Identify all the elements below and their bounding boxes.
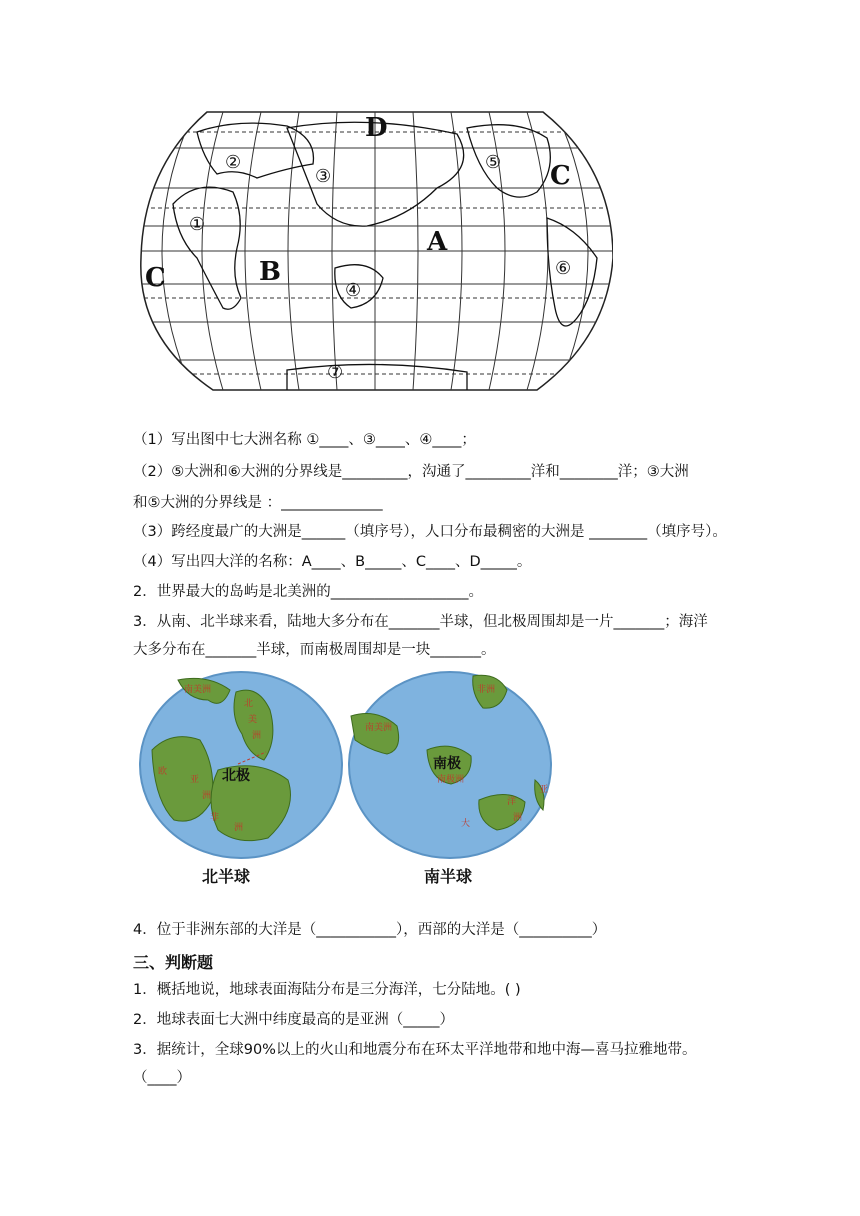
nh-label-africa-2: 洲: [234, 823, 244, 833]
question-2: 2．世界最大的岛屿是北美洲的___________________。: [133, 584, 483, 600]
nh-label-north-2: 美: [248, 715, 258, 725]
map-number-5: ⑤: [485, 152, 502, 173]
question-1-part-4: （4）写出四大洋的名称：A____、B_____、C____、D_____。: [133, 554, 532, 570]
map-number-7: ⑦: [327, 362, 344, 383]
question-1-part-2-line-2: 和⑤大洲的分界线是 ：______________: [133, 495, 383, 511]
sh-label-south-america: 南美洲: [365, 723, 393, 733]
judge-item-2: 2．地球表面七大洲中纬度最高的是亚洲（_____）: [133, 1012, 454, 1028]
nh-label-africa-1: 非: [210, 813, 220, 823]
southern-hemisphere-map: [347, 670, 553, 860]
judge-item-3: 3．据统计，全球90%以上的火山和地震分布在环太平洋地带和地中海—喜马拉雅地带。: [133, 1042, 697, 1058]
map-number-1: ①: [189, 214, 206, 235]
map-number-2: ②: [225, 152, 242, 173]
question-1-part-2-line-1: （2）⑤大洲和⑥大洲的分界线是_________，沟通了_________洋和________洋；③大洲: [133, 464, 689, 480]
map-letter-d: D: [365, 113, 388, 143]
map-letter-b: B: [259, 257, 281, 287]
map-letter-c-left: C: [145, 263, 166, 293]
map-number-4: ④: [345, 280, 362, 301]
section-3-title: 三、判断题: [133, 953, 214, 972]
judge-item-3-answer: （____）: [133, 1070, 191, 1086]
northern-hemisphere-caption: 北半球: [202, 867, 251, 886]
sh-label-oceania-2: 洋: [507, 797, 517, 807]
nh-label-north-1: 北: [244, 699, 254, 709]
nh-label-north-3: 洲: [252, 731, 262, 741]
sh-label-africa: 非洲: [477, 685, 496, 695]
map-number-6: ⑥: [555, 258, 572, 279]
northern-hemisphere-map: [138, 670, 344, 860]
question-1-part-3: （3）跨经度最广的大洲是______（填序号），人口分布最稠密的大洲是 ________（填序号）。: [133, 524, 727, 540]
nh-label-south-america: 南美洲: [184, 685, 212, 695]
judge-item-1: 1．概括地说，地球表面海陆分布是三分海洋，七分陆地。( ): [133, 982, 521, 998]
nh-label-asia-1: 亚: [190, 775, 200, 785]
southern-hemisphere-caption: 南半球: [424, 867, 473, 886]
world-map: [137, 108, 613, 394]
sh-center-label: 南极: [433, 756, 461, 772]
question-1-part-1: （1）写出图中七大洲名称 ①____、③____、④____；: [133, 432, 476, 448]
map-letter-a: A: [427, 227, 448, 257]
question-3-line-1: 3．从南、北半球来看，陆地大多分布在_______半球，但北极周围却是一片_______；海洋: [133, 614, 708, 630]
question-3-line-2: 大多分布在_______半球，而南极周围却是一块_______。: [133, 642, 496, 658]
map-letter-c-right: C: [550, 161, 571, 191]
sh-label-oceania-1: 大: [461, 819, 471, 829]
sh-label-antarctica: 南极洲: [437, 775, 465, 785]
sh-label-oceania-3: 洲: [513, 813, 523, 823]
nh-label-europe: 欧: [158, 767, 168, 777]
nh-label-asia-2: 洲: [202, 791, 212, 801]
sh-label-asia: 亚: [539, 785, 549, 795]
nh-center-label: 北极: [222, 768, 250, 784]
map-number-3: ③: [315, 166, 332, 187]
question-4: 4．位于非洲东部的大洋是（___________），西部的大洋是（__________）: [133, 922, 607, 938]
